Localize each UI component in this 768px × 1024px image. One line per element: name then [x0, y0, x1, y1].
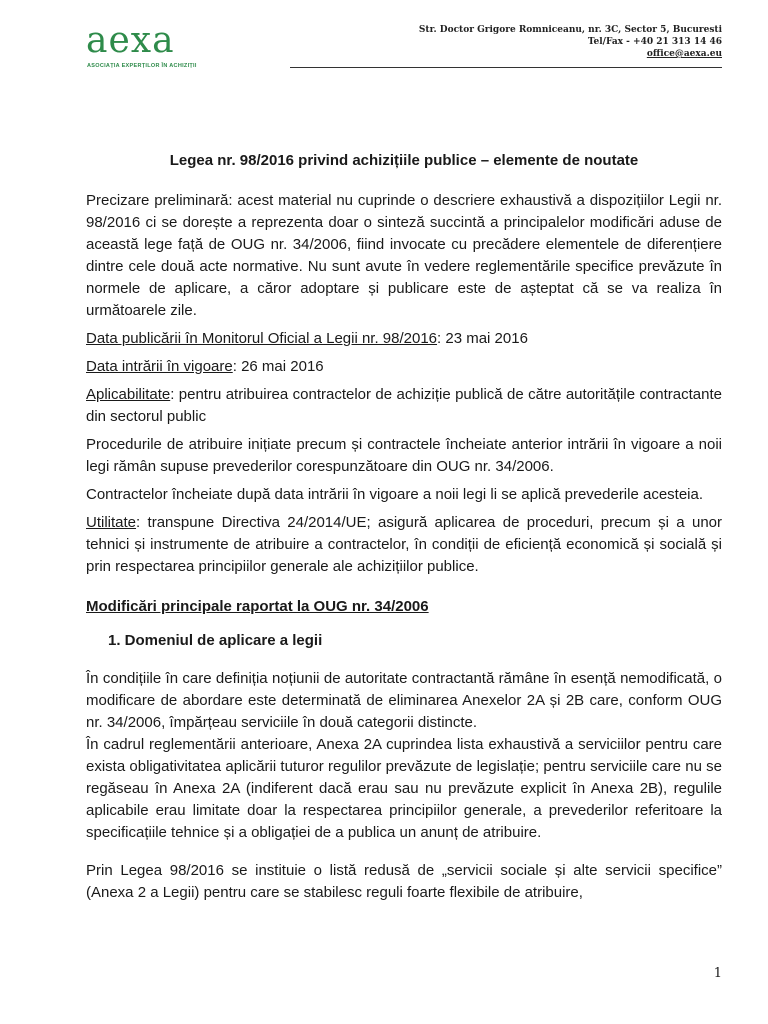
header-divider — [290, 67, 722, 68]
contracts-paragraph: Contractelor încheiate după data intrării în vigoare a noii legi li se aplică prevederile acesteia. — [86, 486, 704, 503]
document-title: Legea nr. 98/2016 privind achizițiile publice – elemente de noutate — [169, 152, 639, 169]
applicability-label: Aplicabilitate — [86, 386, 171, 403]
applicability-line — [86, 384, 722, 428]
page-number: 1 — [713, 966, 722, 981]
publication-date-value: : 23 mai 2016 — [437, 330, 528, 347]
section-1-heading: 1. Domeniul de aplicare a legii — [108, 632, 323, 649]
effective-date-label: Data intrării în vigoare — [86, 358, 233, 375]
utility-line — [86, 512, 722, 578]
effective-date-value: : 26 mai 2016 — [232, 358, 324, 375]
scope-paragraph-3: Prin Legea 98/2016 se instituie o listă redusă de „servicii sociale și alte servicii specifice” (Anexa 2 a Legii) pentru care se stabilesc reguli foarte flexibile de atribuire, — [86, 862, 722, 901]
address-line: Str. Doctor Grigore Romniceanu, nr. 3C, Sector 5, Bucuresti — [418, 25, 722, 35]
intro-paragraph: Precizare preliminară: acest material nu cuprinde o descriere exhaustivă a dispozițiilor Legii nr. 98/2016 ci se dorește a reprezenta doar o sinteză succintă a principalelor modificări aduse de această lege față de OUG nr. 34/2006, fiind invocate cu precădere elementele de diferențiere dintre cele două acte normative. Nu sunt avute în vedere reglementările specifice prevăzute în normele de aplicare, a căror adoptare și publicare este de așteptat că se va realiza în următoarele zile. — [86, 192, 722, 319]
document-body — [86, 150, 722, 910]
publication-date-line — [86, 328, 722, 350]
contact-block — [419, 24, 722, 60]
procedures-paragraph: Procedurile de atribuire inițiate precum și contractele încheiate anterior intrării în vigoare a noii legi rămân supuse prevederilor corespunzătoare din OUG nr. 34/2006. — [86, 436, 722, 475]
phone-line: Tel/Fax - +40 21 313 14 46 — [587, 37, 722, 47]
utility-value: : transpune Directiva 24/2014/UE; asigură aplicarea de proceduri, precum și a unor tehnici și instrumente de atribuire a contractelor, în condiții de eficiență economică și socială și prin respectarea principiilor generale ale achizițiilor publice. — [86, 514, 722, 575]
effective-date-line — [86, 356, 722, 378]
scope-paragraph-1: În condițiile în care definiția noțiunii de autoritate contractantă rămâne în esență nemodificată, o modificare de abordare este determinată de eliminarea Anexelor 2A și 2B care, conform OUG nr. 34/2006, împărțeau serviciile în două categorii distincte. — [86, 670, 722, 731]
utility-label: Utilitate — [86, 514, 137, 531]
applicability-value: : pentru atribuirea contractelor de achiziție publică de către autoritățile contractante din sectorul public — [86, 386, 722, 425]
aexa-logo — [86, 22, 206, 72]
publication-date-label: Data publicării în Monitorul Oficial a Legii nr. 98/2016 — [86, 330, 438, 347]
modifications-heading: Modificări principale raportat la OUG nr. 34/2006 — [86, 598, 429, 615]
scope-paragraph-2: În cadrul reglementării anterioare, Anexa 2A cuprindea lista exhaustivă a serviciilor pentru care exista obligativitatea aplicării tuturor regulilor prevăzute de legislație; pentru serviciile care nu se regăseau în Anexa 2A (indiferent dacă erau sau nu prevăzute explicit în Anexa 2B), regulile aplicabile erau limitate doar la respectarea principiilor generale, a prevederilor referitoare la specificațiile tehnice și a obligației de a publica un anunț de atribuire. — [86, 736, 722, 841]
logo-wordmark: aexa — [86, 20, 175, 61]
logo-tagline: ASOCIAȚIA EXPERȚILOR ÎN ACHIZIȚII — [87, 63, 197, 69]
email-link[interactable]: office@aexa.eu — [646, 49, 722, 59]
